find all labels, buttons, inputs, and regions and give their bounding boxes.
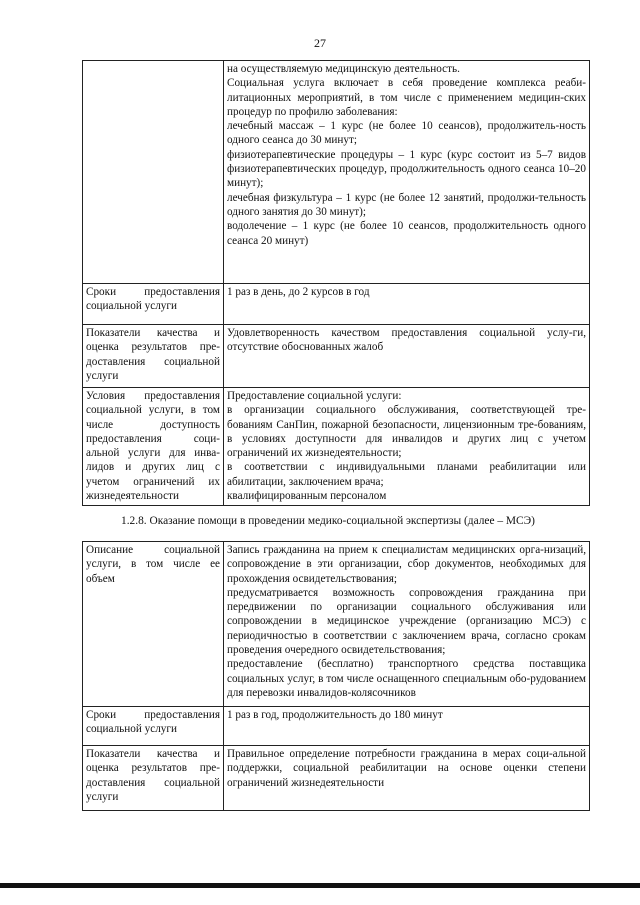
bottom-scan-border <box>0 883 640 888</box>
row-value <box>224 61 590 284</box>
row-key: Показатели качества и оценка результатов пре-доставления социальной услуги <box>83 325 224 388</box>
value-line: 1 раз в год, продолжительность до 180 минут <box>227 709 443 721</box>
table-row <box>83 325 590 388</box>
value-line: физиотерапевтические процедуры – 1 курс (курс состоит из 5–7 видов физиотерапевтических процедур, продолжительность одного сеанса 10–20 минут); <box>227 148 586 190</box>
row-key: Описание социальной услуги, в том числе ее объем <box>83 542 224 707</box>
row-key: Условия предоставления социальной услуги, в том числе доступность предоставления соци-альной услуги для инва-лидов и других лиц с учетом ограничений их жизнедеятельности <box>83 388 224 506</box>
value-line: предусматривается возможность сопровождения гражданина при передвижении по организации социального обслуживания или сопровождении в медицинское учреждение (организацию МСЭ) с периодичностью в соответствии с заключением врача, согласно срокам проведения очередного освидетельствования; <box>227 586 586 657</box>
value-line: предоставление (бесплатно) транспортного средства поставщика социальных услуг, в том числе оснащенного специальным обо-рудованием для перевозки инвалидов-колясочников <box>227 658 586 699</box>
row-value <box>224 542 590 707</box>
page-number: 27 <box>314 36 326 50</box>
value-line: Запись гражданина на прием к специалистам медицинских орга-низаций, сопровождение в эти организации, сбор документов, необходимых для прохождения освидетельствования; <box>227 544 586 585</box>
value-line: на осуществляемую медицинскую деятельность. <box>227 63 460 75</box>
value-line: 1 раз в день, до 2 курсов в год <box>227 286 370 298</box>
value-line: лечебная физкультура – 1 курс (не более 12 занятий, продолжи-тельность одного занятия до 30 минут); <box>227 191 586 218</box>
value-line: в соответствии с индивидуальными планами реабилитации или абилитации, заключением врача; <box>227 461 586 488</box>
value-line: Удовлетворенность качеством предоставления социальной услу-ги, отсутствие обоснованных жалоб <box>227 327 586 354</box>
row-key: Показатели качества и оценка результатов пре-доставления социальной услуги <box>83 746 224 811</box>
value-line: в организации социального обслуживания, соответствующей тре-бованиям СанПин, пожарной безопасности, лицензионным тре-бованиям, в условиях доступности для инвалидов и других лиц с учетом ограничений их жизнедеятельности; <box>227 404 586 460</box>
value-line: лечебный массаж – 1 курс (не более 10 сеансов), продолжитель-ность одного сеанса до 30 минут; <box>227 120 586 147</box>
table-row <box>83 284 590 325</box>
row-value <box>224 707 590 746</box>
table-row <box>83 707 590 746</box>
value-line: Правильное определение потребности гражданина в мерах соци-альной поддержки, социальной реабилитации на основе оценки степени ограничений жизнедеятельности <box>227 748 586 789</box>
row-value <box>224 388 590 506</box>
table-row <box>83 746 590 811</box>
table-row <box>83 61 590 284</box>
value-line: квалифицированным персоналом <box>227 490 387 503</box>
row-value <box>224 325 590 388</box>
row-key <box>83 61 224 284</box>
value-line: Социальная услуга включает в себя проведение комплекса реаби-литационных мероприятий, в том числе с применением медицин-ских процедур по профилю заболевания: <box>227 77 586 118</box>
service-table-mse-assistance <box>82 541 590 811</box>
row-value <box>224 746 590 811</box>
service-table-rehabilitation <box>82 60 590 506</box>
row-key: Сроки предоставления социальной услуги <box>83 707 224 746</box>
row-key: Сроки предоставления социальной услуги <box>83 284 224 325</box>
value-line: водолечение – 1 курс (не более 10 сеансов, продолжительность одного сеанса 20 минут) <box>227 220 586 247</box>
row-value <box>224 284 590 325</box>
section-heading: 1.2.8. Оказание помощи в проведении медико-социальной экспертизы (далее – МСЭ) <box>121 515 535 527</box>
table-row <box>83 388 590 506</box>
table-row <box>83 542 590 707</box>
value-line: Предоставление социальной услуги: <box>227 390 402 402</box>
